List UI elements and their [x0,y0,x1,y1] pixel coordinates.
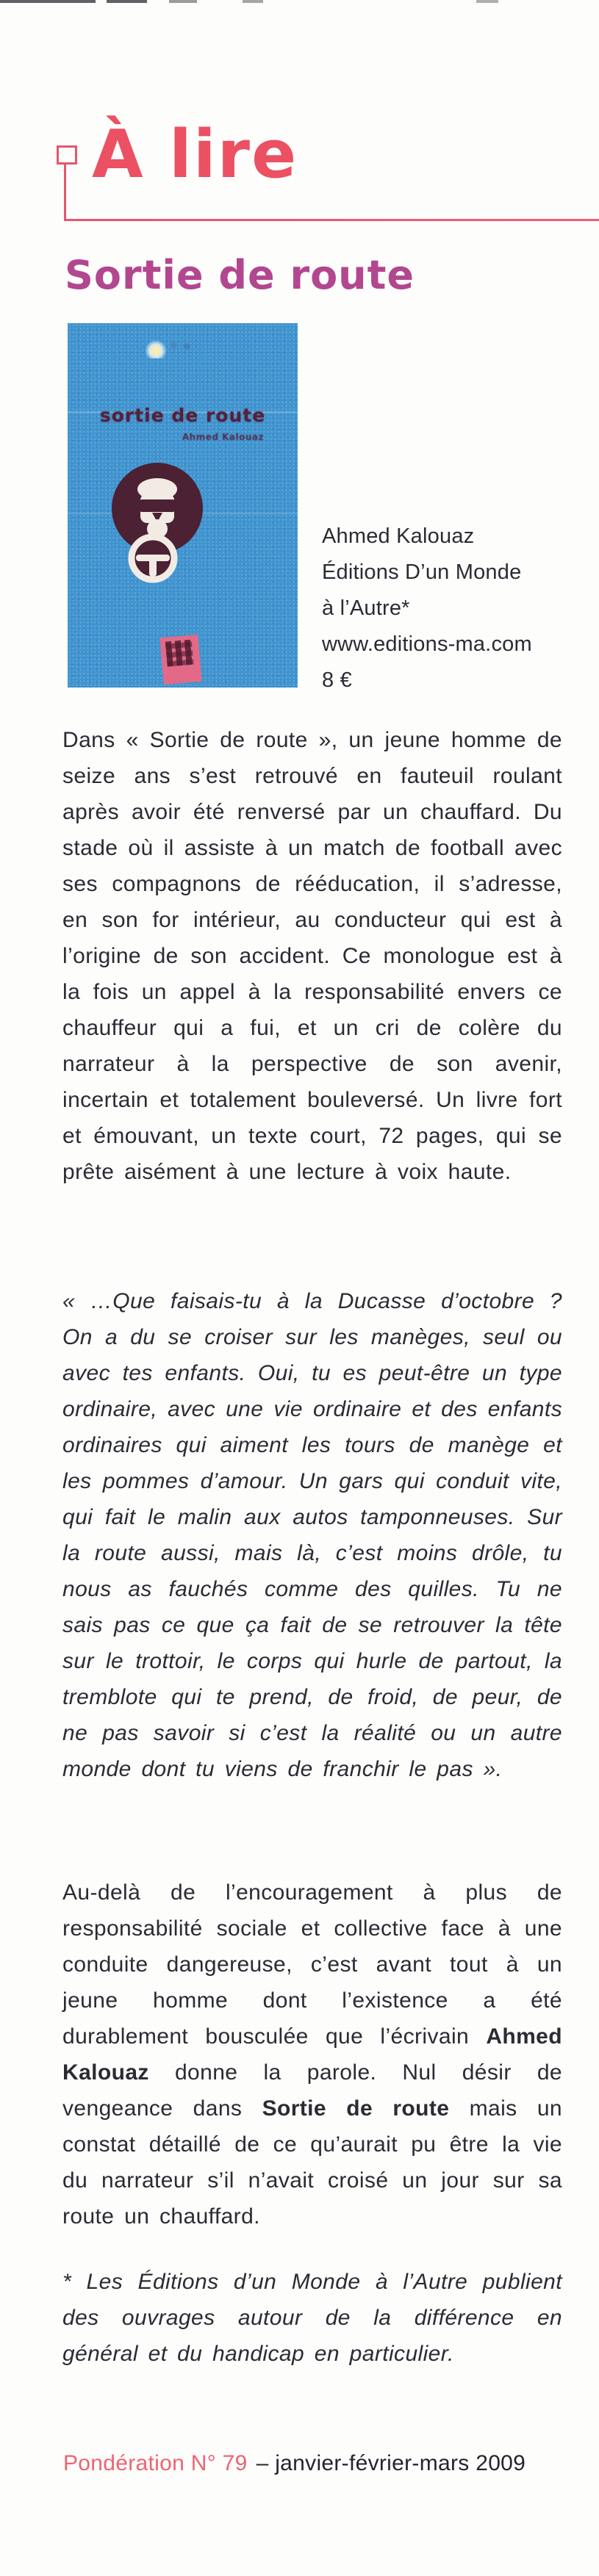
commentary-text: donne la parole. Nul désir de vengeance dans [62,2060,562,2121]
scan-artifact [0,0,96,3]
book-info-block [322,519,594,699]
scan-artifact [476,0,498,3]
issue-date: – janvier-février-mars 2009 [256,2451,526,2475]
scan-artifact [107,0,147,3]
section-title: À lire [92,116,298,193]
book-cover [68,323,298,688]
quote-paragraph: « …Que faisais-tu à la Ducasse d’octobre ? On a du se croiser sur les manèges, seul ou avec tes enfants. Oui, tu es peut-être un type ordinaire, avec une vie ordinaire et des enfants ordinaires qui aiment les tours de manège et les pommes d’amour. Un gars qui conduit vite, qui fait le malin aux autos tamponneuses. Sur la route aussi, mais là, c’est moins drôle, tu nous as fauchés comme des quilles. Tu ne sais pas ce que ça fait de se retrouver la tête sur le trottoir, le corps qui hurle de partout, la tremblote qui te prend, de froid, de peur, de ne pas savoir si c’est la réalité ou un autre monde dont tu viens de franchir le pas ». [62,1289,562,1781]
footnote-paragraph: * Les Éditions d’un Monde à l’Autre publient des ouvrages autour de la différence en général et du handicap en particulier. [62,2270,562,2366]
scan-artifact [243,0,263,3]
cover-book-title: sortie de route [99,405,266,426]
magazine-name: Pondération N° 79 [63,2451,248,2475]
book-info-publisher-line2: à l’Autre* [322,596,410,620]
author-name-bold: Ahmed Kalouaz [62,2024,562,2085]
article-title: Sortie de route [65,252,415,298]
section-marker-line [64,162,66,220]
driver-face-illustration [103,461,212,586]
publisher-logo [146,336,193,358]
section-divider-line [64,219,599,221]
commentary-text: Au-delà de l’encouragement à plus de responsabilité sociale et collective face à une conduite dangereuse, c’est avant tout à un jeune homme dont l’existence a été durablement bousculée que l’écrivain [62,1880,562,2049]
cover-stamp-logo [159,635,201,685]
stamp-pattern [165,640,194,667]
section-marker-square-icon [57,145,77,165]
review-paragraph: Dans « Sortie de route », un jeune homme de seize ans s’est retrouvé en fauteuil roulant après avoir été renversé par un chauffard. Du stade où il assiste à un match de football avec ses compagnons de rééducation, il s’adresse, en son for intérieur, au conducteur qui est à l’origine de son accident. Ce monologue est à la fois un appel à la responsabilité envers ce chauffeur qui a fui, et un cri de colère du narrateur à la perspective de son avenir, incertain et totalement bouleversé. Un livre fort et émouvant, un texte court, 72 pages, qui se prête aisément à une lecture à voix haute. [62,728,562,1184]
book-info-price: 8 € [322,668,352,692]
scan-artifact [169,0,197,3]
commentary-text: mais un constat détaillé de ce qu’aurait pu être la vie du narrateur s’il n’avait croisé un jour sur sa route un chauffard. [62,2096,562,2229]
cover-author-name: Ahmed Kalouaz [182,432,264,442]
commentary-paragraph [62,1875,562,2234]
book-title-bold: Sortie de route [262,2096,450,2121]
book-info-author: Ahmed Kalouaz [322,524,475,548]
page-footer [63,2450,578,2477]
book-info-publisher-line1: Éditions D’un Monde [322,560,522,584]
book-info-website: www.editions-ma.com [322,632,532,656]
